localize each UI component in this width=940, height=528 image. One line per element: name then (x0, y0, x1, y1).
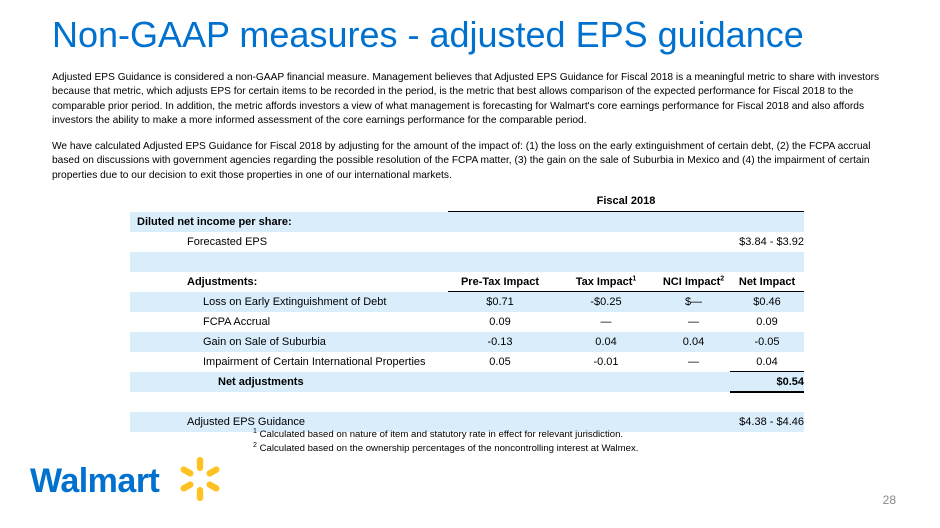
row-label: Impairment of Certain International Properties (203, 356, 426, 368)
pretax-value: 0.05 (489, 356, 511, 368)
guidance-label: Adjusted EPS Guidance (187, 416, 306, 428)
pretax-value: 0.09 (489, 316, 511, 328)
row-label: Gain on Sale of Suburbia (203, 336, 326, 348)
tax-value: — (600, 316, 612, 328)
method-paragraph: We have calculated Adjusted EPS Guidance for Fiscal 2018 by adjusting for the amount of the impact of: (1) the loss on the early extinguishment of certain debt, (2) the FCPA accrual based on discussions with government agencies regarding the possible resolution of the FCPA matter, (3) the gain on the sale of Suburbia in Mexico and (4) the impairment of certain properties due to our decision to exit those properties in one of our international markets. (52, 141, 871, 181)
forecast-label: Forecasted EPS (187, 236, 268, 248)
table-row (130, 392, 804, 412)
net-value: 0.04 (756, 356, 778, 368)
footnotes (253, 428, 638, 456)
col-nci-header: NCI Impact$^2$ (662, 275, 725, 288)
logo-wordmark: Walmart (30, 462, 160, 500)
nci-value: 0.04 (682, 336, 705, 348)
col-tax-header: Tax Impact$^1$ (575, 275, 637, 288)
fiscal-year-header: Fiscal 2018 (448, 192, 804, 212)
net-adjustments-value: $0.54 (776, 376, 804, 388)
table-row (130, 232, 804, 252)
table-row (130, 212, 804, 232)
row-label: FCPA Accrual (203, 316, 271, 328)
adjustments-header-row (130, 272, 804, 292)
row-label: Loss on Early Extinguishment of Debt (203, 296, 387, 308)
table-row (130, 292, 804, 312)
footnote-2: $^2$ Calculated based on the ownership percentages of the noncontrolling interest at Walmex. (253, 441, 639, 454)
section-label: Diluted net income per share: (137, 216, 292, 228)
table-row (130, 312, 804, 332)
net-value: 0.09 (756, 316, 778, 328)
col-pretax-header: Pre-Tax Impact (460, 276, 540, 288)
spark-icon (176, 455, 224, 503)
footnote-1: $^1$ Calculated based on nature of item and statutory rate in effect for relevant jurisdiction. (253, 427, 624, 440)
nci-value: — (688, 356, 699, 368)
page-number: 28 (882, 493, 896, 507)
nci-value: — (688, 316, 699, 328)
eps-guidance-table (130, 192, 804, 432)
table-row (130, 332, 804, 352)
intro-paragraph: Adjusted EPS Guidance is considered a non-GAAP financial measure. Management believes that Adjusted EPS Guidance for Fiscal 2018 is a meaningful metric to share with investors because that metric, which adjusts EPS for certain items to be recorded in the period, is the metric that best allows comparison of the expected performance for Fiscal 2018 to the comparable prior period. In addition, the metric affords investors a view of what management is forecasting for Walmart's core earnings performance for Fiscal 2018 and also affords investors the ability to make a more informed assessment of the core earnings performance for the comparable period. (52, 72, 880, 126)
pretax-value: $0.71 (486, 296, 514, 308)
net-adjustments-label: Net adjustments (218, 376, 304, 388)
col-net-header: Net Impact (738, 276, 796, 288)
net-value: -0.05 (754, 336, 780, 348)
table-row (130, 352, 804, 372)
table-row (130, 252, 804, 272)
tax-value: -0.01 (593, 356, 619, 368)
net-value: $0.46 (753, 296, 781, 308)
nci-value: $— (684, 296, 703, 308)
slide-title: Non-GAAP measures - adjusted EPS guidance (52, 14, 804, 55)
forecast-value: $3.84 - $3.92 (739, 236, 804, 248)
pretax-value: -0.13 (487, 336, 513, 348)
tax-value: 0.04 (595, 336, 617, 348)
net-adjustments-row (130, 372, 804, 392)
tax-value: -$0.25 (590, 296, 622, 308)
adjustments-label: Adjustments: (187, 276, 258, 288)
table-header-row (130, 192, 804, 212)
guidance-value: $4.38 - $4.46 (739, 416, 804, 428)
